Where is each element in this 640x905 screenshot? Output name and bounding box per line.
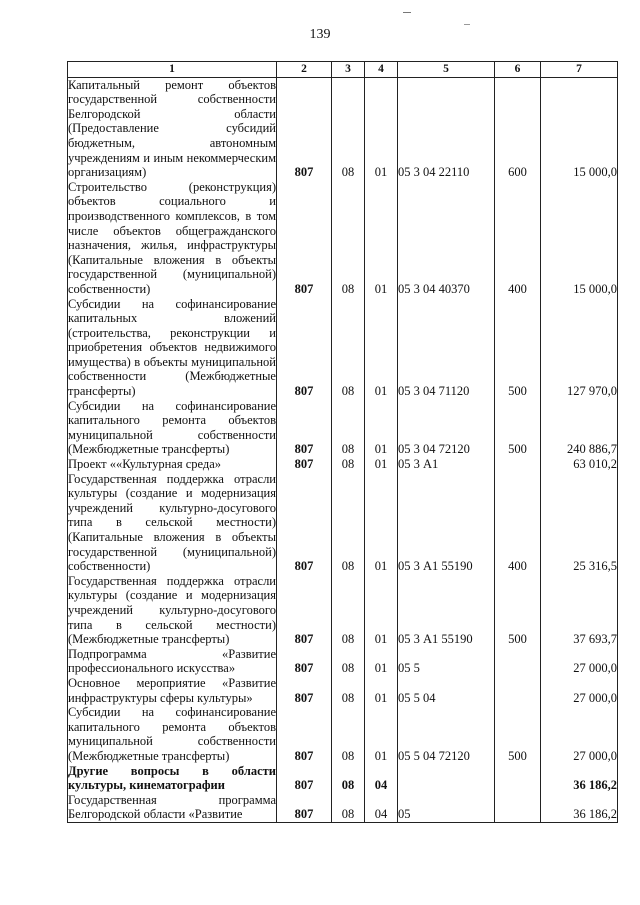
amount-cell: 127 970,0 (541, 297, 618, 399)
amount-cell: 63 010,2 (541, 457, 618, 472)
name-cell: Государственная программа Белгородской области «Развитие (68, 792, 276, 822)
target-article-cell: 05 3 А1 (398, 457, 495, 472)
scan-mark (403, 12, 411, 13)
section-code-cell: 08 (332, 472, 365, 574)
section-code-cell: 08 (332, 764, 365, 793)
amount-cell: 25 316,5 (541, 472, 618, 574)
target-article-cell: 05 3 04 22110 (398, 77, 495, 180)
amount-cell: 27 000,0 (541, 647, 618, 676)
subsection-code-cell: 01 (365, 399, 398, 457)
admin-code-cell: 807 (277, 297, 332, 399)
section-code-cell: 08 (332, 705, 365, 763)
section-code-cell: 08 (332, 180, 365, 297)
expense-type-cell: 500 (495, 297, 541, 399)
admin-code-cell: 807 (277, 77, 332, 180)
table-row (68, 764, 618, 793)
expense-type-cell (495, 764, 541, 793)
name-cell: Другие вопросы в области культуры, кинематографии (68, 763, 276, 793)
name-cell: Подпрограмма «Развитие профессионального искусства» (68, 646, 276, 676)
table-row (68, 647, 618, 676)
target-article-cell: 05 3 04 72120 (398, 399, 495, 457)
target-article-cell: 05 3 А1 55190 (398, 472, 495, 574)
admin-code-cell: 807 (277, 574, 332, 647)
section-code-cell: 08 (332, 399, 365, 457)
column-header: 5 (398, 62, 495, 78)
name-cell: Проект ««Культурная среда» (68, 457, 277, 472)
admin-code-cell: 807 (277, 705, 332, 763)
section-code-cell: 08 (332, 793, 365, 823)
target-article-cell (398, 764, 495, 793)
expense-type-cell: 600 (495, 77, 541, 180)
table-row (68, 180, 618, 297)
subsection-code-cell: 04 (365, 764, 398, 793)
section-code-cell: 08 (332, 647, 365, 676)
name-cell: Основное мероприятие «Развитие инфраструктуры сферы культуры» (68, 675, 276, 705)
table-header-row (68, 62, 618, 78)
name-cell: Субсидии на софинансирование капитального ремонта объектов муниципальной собственности (Межбюджетные трансферты) (68, 705, 276, 763)
expense-type-cell: 400 (495, 472, 541, 574)
target-article-cell: 05 5 (398, 647, 495, 676)
amount-cell: 27 000,0 (541, 705, 618, 763)
column-header: 3 (332, 62, 365, 78)
name-cell: Государственная поддержка отрасли культуры (создание и модернизация учреждений культурно-досугового типа в сельской местности) (Капитальные вложения в объекты государственной (муниципальной) собственности) (68, 471, 276, 574)
name-cell: Государственная поддержка отрасли культуры (создание и модернизация учреждений культурно-досугового типа в сельской местности) (Межбюджетные трансферты) (68, 573, 276, 647)
table-row (68, 399, 618, 457)
section-code-cell: 08 (332, 457, 365, 472)
admin-code-cell: 807 (277, 399, 332, 457)
amount-cell: 36 186,2 (541, 793, 618, 823)
admin-code-cell: 807 (277, 457, 332, 472)
column-header: 6 (495, 62, 541, 78)
section-code-cell: 08 (332, 676, 365, 705)
admin-code-cell: 807 (277, 647, 332, 676)
target-article-cell: 05 3 04 71120 (398, 297, 495, 399)
admin-code-cell: 807 (277, 180, 332, 297)
subsection-code-cell: 01 (365, 647, 398, 676)
table-row (68, 793, 618, 823)
expense-type-cell (495, 793, 541, 823)
section-code-cell: 08 (332, 77, 365, 180)
table-row (68, 77, 618, 180)
expense-type-cell: 500 (495, 399, 541, 457)
subsection-code-cell: 01 (365, 705, 398, 763)
page-number: 139 (309, 27, 331, 42)
amount-cell: 36 186,2 (541, 764, 618, 793)
amount-cell: 15 000,0 (541, 180, 618, 297)
admin-code-cell: 807 (277, 676, 332, 705)
budget-table (67, 61, 618, 823)
expense-type-cell: 500 (495, 705, 541, 763)
column-header: 2 (277, 62, 332, 78)
section-code-cell: 08 (332, 574, 365, 647)
amount-cell: 15 000,0 (541, 77, 618, 180)
column-header: 7 (541, 62, 618, 78)
table-row (68, 705, 618, 763)
expense-type-cell (495, 647, 541, 676)
target-article-cell: 05 (398, 793, 495, 823)
expense-type-cell: 500 (495, 574, 541, 647)
target-article-cell: 05 5 04 (398, 676, 495, 705)
column-header: 1 (68, 62, 277, 78)
table-row (68, 472, 618, 574)
subsection-code-cell: 01 (365, 676, 398, 705)
subsection-code-cell: 01 (365, 457, 398, 472)
name-cell: Капитальный ремонт объектов государственной собственности Белгородской области (Предоставление субсидий бюджетным, автономным учреждениям и иным некоммерческим организациям) (68, 77, 276, 180)
expense-type-cell: 400 (495, 180, 541, 297)
scan-mark (464, 24, 470, 25)
target-article-cell: 05 5 04 72120 (398, 705, 495, 763)
subsection-code-cell: 01 (365, 472, 398, 574)
table-row (68, 574, 618, 647)
target-article-cell: 05 3 04 40370 (398, 180, 495, 297)
subsection-code-cell: 01 (365, 574, 398, 647)
subsection-code-cell: 04 (365, 793, 398, 823)
column-header: 4 (365, 62, 398, 78)
name-cell: Субсидии на софинансирование капитальных вложений (строительства, реконструкции и приобретения объектов недвижимого имущества) в объекты муниципальной собственности (Межбюджетные трансферты) (68, 296, 276, 399)
target-article-cell: 05 3 А1 55190 (398, 574, 495, 647)
admin-code-cell: 807 (277, 472, 332, 574)
subsection-code-cell: 01 (365, 77, 398, 180)
expense-type-cell (495, 457, 541, 472)
admin-code-cell: 807 (277, 764, 332, 793)
subsection-code-cell: 01 (365, 180, 398, 297)
name-cell: Строительство (реконструкция) объектов социального и производственного комплексов, в том числе объектов общегражданского назначения, жилья, инфраструктуры (Капитальные вложения в объекты государственной (муниципальной) собственности) (68, 179, 276, 296)
subsection-code-cell: 01 (365, 297, 398, 399)
amount-cell: 27 000,0 (541, 676, 618, 705)
table-row (68, 297, 618, 399)
amount-cell: 37 693,7 (541, 574, 618, 647)
section-code-cell: 08 (332, 297, 365, 399)
name-cell: Субсидии на софинансирование капитального ремонта объектов муниципальной собственности (Межбюджетные трансферты) (68, 398, 276, 457)
table-row (68, 676, 618, 705)
admin-code-cell: 807 (277, 793, 332, 823)
amount-cell: 240 886,7 (541, 399, 618, 457)
expense-type-cell (495, 676, 541, 705)
table-row (68, 457, 618, 472)
